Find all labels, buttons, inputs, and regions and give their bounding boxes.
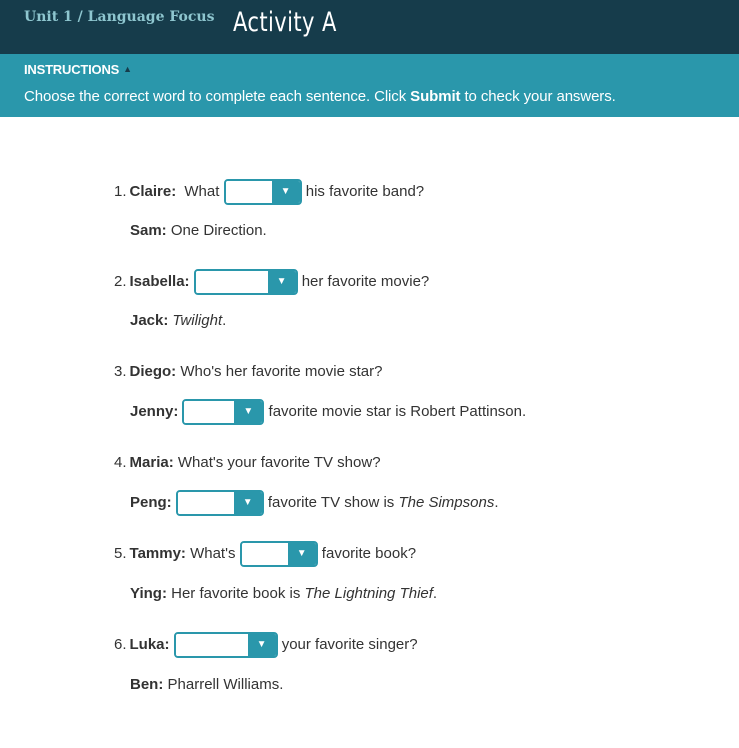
triangle-down-icon: ▼ — [288, 543, 316, 565]
speaker-diego: Diego: — [129, 363, 177, 380]
dropdown-value — [176, 634, 248, 656]
instructions-panel — [0, 54, 739, 117]
speaker-peng: Peng: — [130, 494, 172, 511]
speaker-jack: Jack: — [130, 312, 169, 329]
question-1-line-2: Sam: One Direction. — [130, 217, 267, 245]
question-2-line-2: Jack: Twilight . — [130, 307, 226, 335]
instructions-text: Choose the correct word to complete each sentence. Click Submit to check your answers. — [24, 88, 616, 105]
answer-dropdown-3[interactable] — [182, 399, 264, 425]
speaker-ben: Ben: — [130, 676, 164, 693]
triangle-down-icon: ▼ — [268, 271, 296, 293]
question-6-line-1: 6. Luka: ▼ your favorite singer? — [114, 631, 418, 659]
speaker-ying: Ying: — [130, 585, 167, 602]
answer-dropdown-4[interactable] — [176, 490, 264, 516]
header-bar — [0, 0, 739, 54]
unit-title: Unit 1 / Language Focus — [24, 9, 215, 25]
answer-dropdown-2[interactable] — [194, 269, 298, 295]
speaker-tammy: Tammy: — [129, 545, 186, 562]
speaker-sam: Sam: — [130, 222, 167, 239]
question-5-line-2: Ying: Her favorite book is The Lightning Thief . — [130, 580, 437, 608]
speaker-maria: Maria: — [129, 454, 174, 471]
question-4-line-2: Peng: ▼ favorite TV show is The Simpsons . — [130, 489, 499, 517]
triangle-up-icon: ▲ — [123, 64, 132, 74]
activity-title: Activity A — [233, 7, 337, 38]
answer-dropdown-6[interactable] — [174, 632, 278, 658]
question-6-line-2: Ben: Pharrell Williams. — [130, 671, 283, 699]
question-1-line-1: 1. Claire: What ▼ his favorite band? — [114, 178, 424, 206]
dropdown-value — [242, 543, 288, 565]
answer-dropdown-1[interactable] — [224, 179, 302, 205]
instructions-label: INSTRUCTIONS — [24, 62, 120, 77]
triangle-down-icon: ▼ — [234, 492, 262, 514]
dropdown-value — [184, 401, 234, 423]
submit-emphasis: Submit — [410, 88, 461, 105]
question-4-line-1: 4. Maria: What's your favorite TV show? — [114, 449, 381, 477]
question-2-line-1: 2. Isabella: ▼ her favorite movie? — [114, 268, 429, 296]
question-3-line-2: Jenny: ▼ favorite movie star is Robert Pattinson. — [130, 398, 526, 426]
dropdown-value — [196, 271, 268, 293]
triangle-down-icon: ▼ — [272, 181, 300, 203]
triangle-down-icon: ▼ — [234, 401, 262, 423]
dropdown-value — [178, 492, 234, 514]
instructions-toggle[interactable] — [24, 62, 132, 77]
speaker-luka: Luka: — [129, 636, 170, 653]
dropdown-value — [226, 181, 272, 203]
speaker-claire: Claire: — [129, 183, 177, 200]
question-3-line-1: 3. Diego: Who's her favorite movie star? — [114, 358, 382, 386]
speaker-jenny: Jenny: — [130, 403, 179, 420]
speaker-isabella: Isabella: — [129, 273, 190, 290]
question-5-line-1: 5. Tammy: What's ▼ favorite book? — [114, 540, 416, 568]
answer-dropdown-5[interactable] — [240, 541, 318, 567]
triangle-down-icon: ▼ — [248, 634, 276, 656]
